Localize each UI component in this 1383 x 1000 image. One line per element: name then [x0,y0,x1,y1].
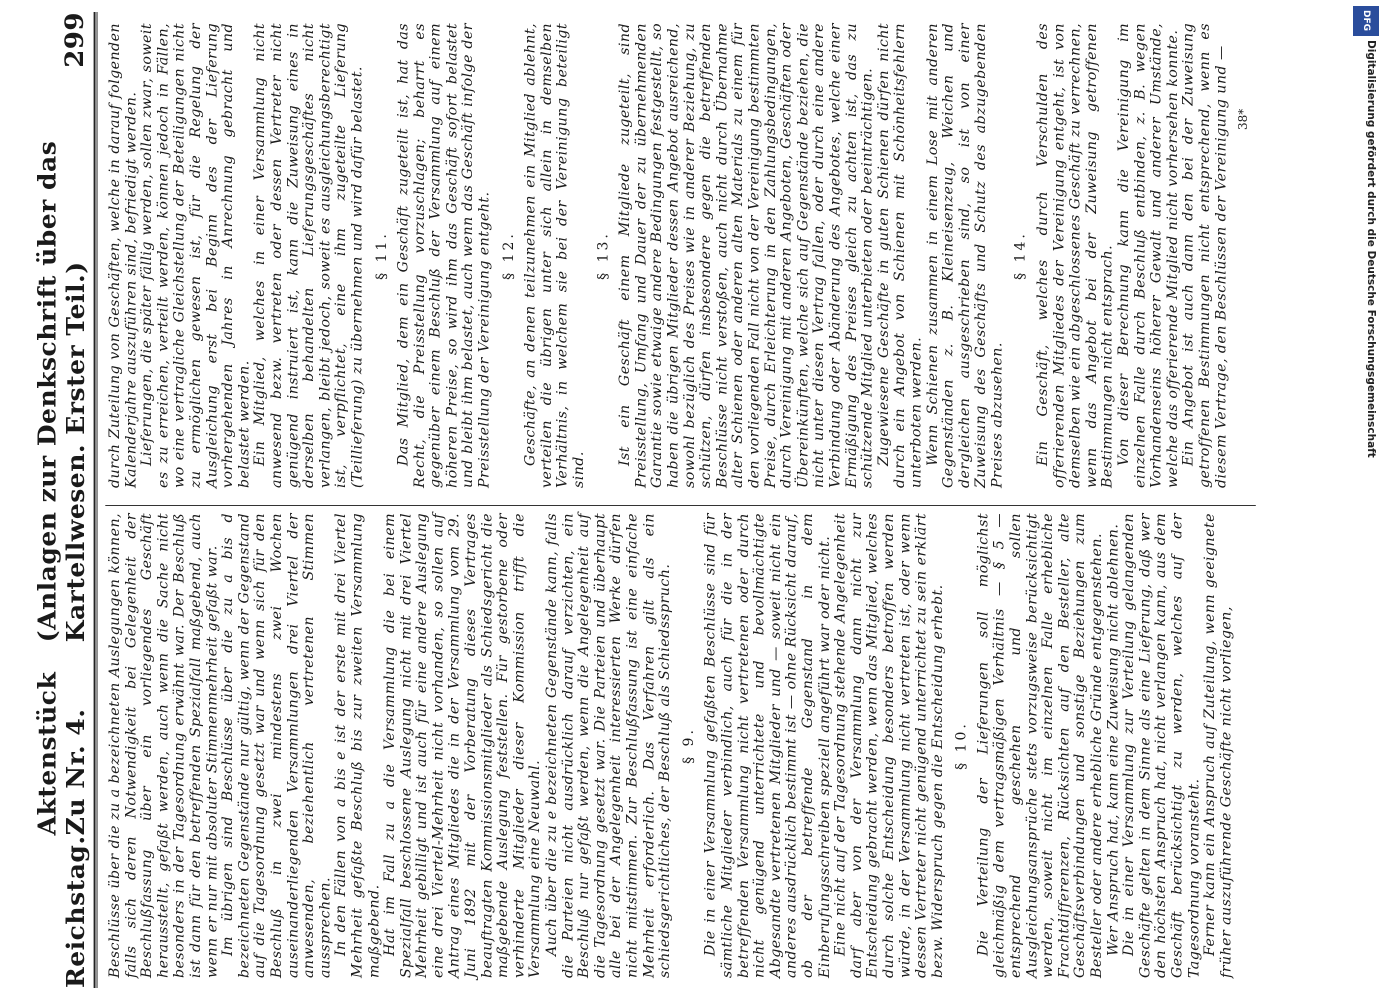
header-left: Reichstag. [61,835,90,988]
digitization-credit: Digitalisierung gefördert durch die Deutsche Forschungsgemeinschaft [1365,40,1377,458]
section-heading: § 11. [373,231,390,280]
column-divider [105,505,1256,506]
page-header [33,12,90,988]
right-column [107,23,1229,488]
paragraph: durch Zuteilung von Geschäften, welche in darauf folgenden Kalenderjahre auszuführen sind, befriedigt werden. [107,23,140,488]
page-number: 299 [60,12,90,68]
dfg-logo: DFG [1353,6,1379,36]
paragraph: Wenn Schienen zusammen in einem Lose mit anderen Gegenständen z. B. Kleineisenzeug, Weichen und dergleichen ausgeschrieben sind, so ist von einer Zuweisung des Geschäfts und Schutz des abzugebenden Preises abzusehen. [924,23,1006,488]
paragraph: Auch über die zu e bezeichneten Gegenstände kann, falls die Parteien nicht ausdrücklich darauf verzichten, ein Beschluß nur gefaßt werden, wenn die Angelegenheit auf die Tagesordnung gesetzt war. Die Parteien und überhaupt alle bei der Angelegenheit interessierten Werke dürfen nicht mitstimmen. Zur Beschlußfassung ist eine einfache Mehrheit erforderlich. Das Verfahren gilt als ein schiedsgerichtliches, der Beschluß als Schiedsspruch. [544,513,673,978]
section-heading: § 14. [1013,231,1030,280]
header-rule-thin [97,12,98,988]
paragraph: Ein Geschäft, welches durch Verschulden des offerierenden Mitgliedes der Vereinigung entgeht, ist von demselben wie ein abgeschlossenes Geschäft zu verrechnen, wenn das Angebot bei der Zuweisung getroffenen Bestimmungen nicht entsprach. [1035,23,1116,488]
paragraph: Lieferungen, die später fällig werden, sollen zwar, soweit es zu erreichen, verteilt werden, können jedoch in Fällen, wo eine vertragliche Gleichstellung der Beteiligungen nicht zu ermöglichen gewesen ist, für die Regelung der Ausgleichung erst bei Beginn des der Lieferung vorhergehenden Jahres in Anrechnung gebracht und belastet werden. [139,23,253,488]
section-heading: § 13. [595,231,611,280]
paragraph: In den Fällen von a bis e ist der erste mit drei Viertel Mehrheit gefaßte Beschluß bis zur zweiten Versammlung maßgebend. [333,513,382,978]
signature-mark: 38* [1236,108,1250,130]
paragraph: Hat im Fall zu a die Versammlung die bei einem Spezialfall beschlossene Auslegung nicht mit drei Viertel Mehrheit gebilligt und ist auch für eine andere Auslegung eine drei Viertel-Mehrheit nicht vorhanden, so sollen auf Antrag eines Mitgliedes die in der Versammlung vom 29. Juni 1892 mit der Vorberatung dieses Vertrages beauftragten Kommissionsmitglieder als Schiedsgericht die maßgebende Auslegung feststellen. Für gestorbene oder verhinderte Mitglieder dieser Kommission trifft die Versammlung eine Neuwahl. [382,513,544,978]
header-rule [94,12,96,988]
paragraph: Die in einer Versammlung gefaßten Beschlüsse sind für sämtliche Mitglieder verbindlich, auch für die in der betreffenden Versammlung nicht vertretenen oder durch nicht genügend unterrichtete und bevollmächtigte Abgesandte vertretenen Mitglieder und — soweit nicht ein anderes ausdrücklich bestimmt ist — ohne Rücksicht darauf, ob der betreffende Gegenstand in dem Einberufungsschreiben speziell angeführt war oder nicht. [703,513,833,978]
paragraph: Ein Angebot ist auch dann den bei der Zuweisung getroffenen Bestimmungen nicht entsprechend, wenn es diesem Vertrage, den Beschlüssen der Vereinigung und — [1181,23,1230,488]
paragraph: Die Verteilung der Lieferungen soll möglichst gleichmäßig dem vertragsmäßigen Verhältnis — § 5 — entsprechend geschehen und sollen Ausgleichungsansprüche stets vorzugsweise berücksichtigt werden, soweit nicht im einzelnen Falle erhebliche Frachtdifferenzen, Rücksichten auf den Besteller, alte Geschäftsverbindungen und sonstige Beziehungen zum Besteller oder andere erhebliche Gründe entgegenstehen. [975,513,1105,978]
paragraph: Ist ein Geschäft einem Mitgliede zugeteilt, sind Preisstellung, Umfang und Dauer der zu übernehmenden Garantie sowie etwaige andere Bedingungen festgestellt, so haben die übrigen Mitglieder dessen Angebot ausreichend, sowohl bezüglich des Preises wie in anderer Beziehung, zu schützen, dürfen insbesondere gegen die betreffenden Beschlüsse nicht verstoßen, auch nicht durch Übernahme alter Schienen oder anderen alten Materials zu einem für den vorliegenden Fall nicht von der Vereinigung bestimmten Preise, durch Erleichterung in den Zahlungsbedingungen, durch Vereinigung mit anderen Angeboten, Geschäften oder Übereinkünften, welche sich auf Gegenstände beziehen, die nicht unter diesen Vertrag fallen, oder durch eine andere Verbindung oder Abänderung des Angebotes, welche einer Ermäßigung des Preises gleich zu achten ist, das zu schützende Mitglied unterbieten oder beeinträchtigen. [617,23,876,488]
side-margin [1345,0,1383,1000]
section-heading: § 9. [681,727,697,764]
paragraph: Im übrigen sind Beschlüsse über die zu a bis d bezeichneten Gegenstände nur gültig, wenn der Gegenstand auf die Tagesordnung gesetzt war und wenn sich für den Beschluß in zwei mindestens zwei Wochen auseinanderliegenden Versammlungen drei Viertel der anwesenden, beziehentlich vertretenen Stimmen aussprechen. [220,513,334,978]
paragraph: Ferner kann ein Anspruch auf Zuteilung, wenn geeignete früher auszuführende Geschäfte nicht vorliegen, [1202,513,1235,978]
paragraph: Zugewiesene Geschäfte in guten Schienen dürfen nicht durch ein Angebot von Schienen mit Schönheitsfehlern unterboten werden. [876,23,925,488]
paragraph: Ein Mitglied, welches in einer Versammlung nicht anwesend bezw. vertreten oder dessen Vertreter nicht genügend instruiert ist, kann die Zuweisung eines in derselben behandelten Lieferungsgeschäftes nicht verlangen, bleibt jedoch, soweit es ausgleichungsberechtigt ist, verpflichtet, eine ihm zugeteilte Lieferung (Teillieferung) zu übernehmen und wird dafür belastet. [252,23,366,488]
paragraph: Von dieser Berechnung kann die Vereinigung im einzelnen Falle durch Beschluß entbinden, z. B. wegen Vorhandenseins höherer Gewalt und anderer Umstände, welche das offerierende Mitglied nicht vorhersehen konnte. [1116,23,1181,488]
paragraph: Geschäfte, an denen teilzunehmen ein Mitglied ablehnt, verteilen die übrigen unter sich allein in demselben Verhältnis, in welchem sie bei der Vereinigung beteiligt sind. [522,23,587,488]
section-heading: § 12. [500,231,517,280]
paragraph: Beschlüsse über die zu a bezeichneten Auslegungen können, falls sich deren Notwendigkeit bei Gelegenheit der Beschlußfassung über ein vorliegendes Geschäft herausstellt, gefaßt werden, auch wenn die Sache nicht besonders in der Tagesordnung erwähnt war. Der Beschluß ist dann für den betreffenden Spezialfall maßgebend, auch wenn er nur mit absoluter Stimmenmehrheit gefaßt war. [107,513,220,978]
paragraph: Eine nicht auf der Tagesordnung stehende Angelegenheit darf aber von der Versammlung dann nicht zur Entscheidung gebracht werden, wenn das Mitglied, welches durch solche Entscheidung besonders betroffen werden würde, in der Versammlung nicht vertreten ist, oder wenn dessen Vertreter nicht genügend unterrichtet zu sein erklärt bezw. Widerspruch gegen die Entscheidung erhebt. [832,513,946,978]
paragraph: Die in einer Versammlung zur Verteilung gelangenden Geschäfte gelten in dem Sinne als eine Lieferung, daß wer den höchsten Anspruch hat, nicht verlangen kann, aus dem Geschäft berücksichtigt zu werden, welches auf der Tagesordnung voransteht. [1121,513,1202,978]
section-heading: § 10. [953,721,970,770]
left-column [107,513,1234,978]
paragraph: Das Mitglied, dem ein Geschäft zugeteilt ist, hat das Recht, die Preisstellung vorzuschlagen; beharrt es gegenüber einem Beschluß der Versammlung auf einem höheren Preise, so wird ihm das Geschäft sofort belastet und bleibt ihm belastet, auch wenn das Geschäft infolge der Preisstellung der Vereinigung entgeht. [395,23,493,488]
paragraph: Wer Anspruch hat, kann eine Zuweisung nicht ablehnen. [1105,523,1121,956]
header-center: Aktenstück Zu Nr. 4. [33,671,90,836]
header-title: (Anlagen zur Denkschrift über das Kartellwesen. Erster Teil.) [33,140,90,643]
